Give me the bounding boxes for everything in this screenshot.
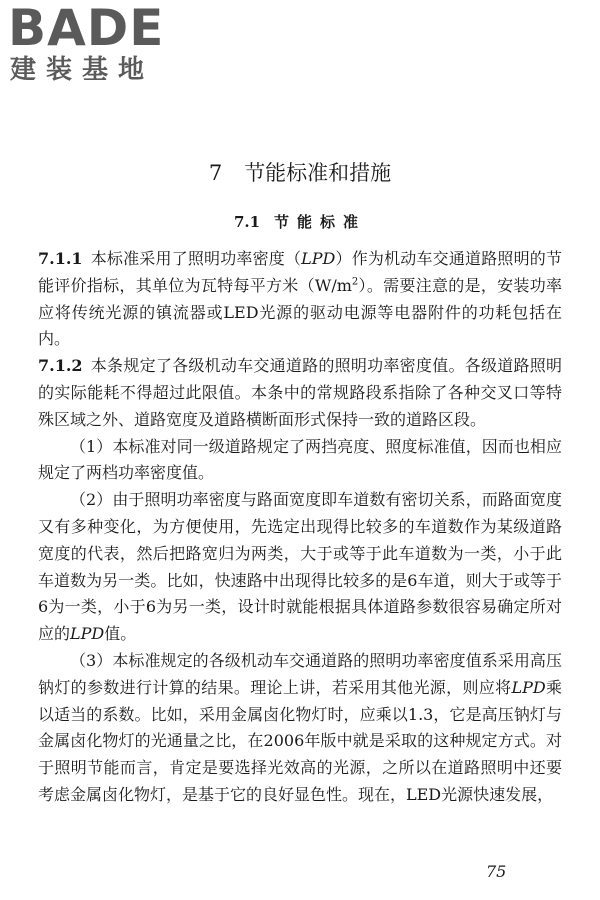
- chapter-number: 7: [208, 161, 223, 185]
- item-italic: LPD: [70, 624, 105, 644]
- list-item-2: [38, 487, 562, 648]
- clause-italic: LPD: [301, 249, 336, 268]
- clause-text: ）作为机动车交通道路照明的节能评价指标，其单位为瓦特每平方米（W/m: [38, 249, 562, 295]
- item-text: （3）本标准规定的各级机动车交通道路的照明功率密度值系采用高压钠灯的参数进行计算的结果。理论上讲，若采用其他光源，则应将: [38, 650, 562, 697]
- section-title-text: 节能标准: [274, 213, 367, 231]
- section-title: [0, 210, 600, 234]
- body-text: [38, 246, 562, 809]
- list-item-3: [38, 648, 562, 809]
- clause-text: 本条规定了各级机动车交通道路的照明功率密度值。各级道路照明的实际能耗不得超过此限值。本条中的常规路段系指除了各种交叉口等特殊区域之外、道路宽度及道路横断面形式保持一致的道路区段。: [38, 356, 562, 429]
- clause-number: 7.1.2: [38, 356, 83, 376]
- clause-text: 本标准采用了照明功率密度（: [90, 249, 302, 268]
- logo-wordmark: BADE: [8, 0, 165, 57]
- item-italic: LPD: [511, 677, 546, 697]
- unit-superscript: 2: [351, 276, 359, 288]
- list-item-1: （1）本标准对同一级道路规定了两挡亮度、照度标准值，因而也相应规定了两档功率密度值。: [38, 436, 562, 483]
- chapter-title-text: 节能标准和措施: [244, 161, 392, 185]
- clause-7-1-2: [38, 353, 562, 433]
- clause-number: 7.1.1: [38, 249, 83, 268]
- clause-7-1-1: [38, 246, 562, 353]
- chapter-title: [0, 158, 600, 188]
- item-text: 值。: [104, 624, 137, 644]
- section-number: 7.1: [233, 213, 261, 231]
- clause-text: ）。需要注意的是，安装功率应将传统光源的镇流器或LED光源的驱动电源等电器附件的功耗包括在内。: [38, 275, 562, 349]
- item-text: 乘以适当的系数。比如，采用金属卤化物灯时，应乘以1.3，它是高压钠灯与金属卤化物灯的光通量之比，在2006年版中就是采取的这种规定方式。对于照明节能而言，肯定是要选择光效高的光源，之所以在道路照明中还要考虑金属卤化物灯，是基于它的良好显色性。现在，LED光源快速发展，: [38, 677, 562, 804]
- item-text: （2）由于照明功率密度与路面宽度即车道数有密切关系，而路面宽度又有多种变化，为方便使用，先选定出现得比较多的车道数作为某级道路宽度的代表，然后把路宽归为两类，大于或等于此车道数为一类，小于此车道数为另一类。比如，快速路中出现得比较多的是6车道，则大于或等于6为一类，小于6为另一类，设计时就能根据具体道路参数很容易确定所对应的: [38, 490, 562, 644]
- logo-subtitle: 建装基地: [10, 55, 155, 85]
- page-number: 75: [486, 862, 507, 881]
- publisher-logo: [8, 2, 178, 88]
